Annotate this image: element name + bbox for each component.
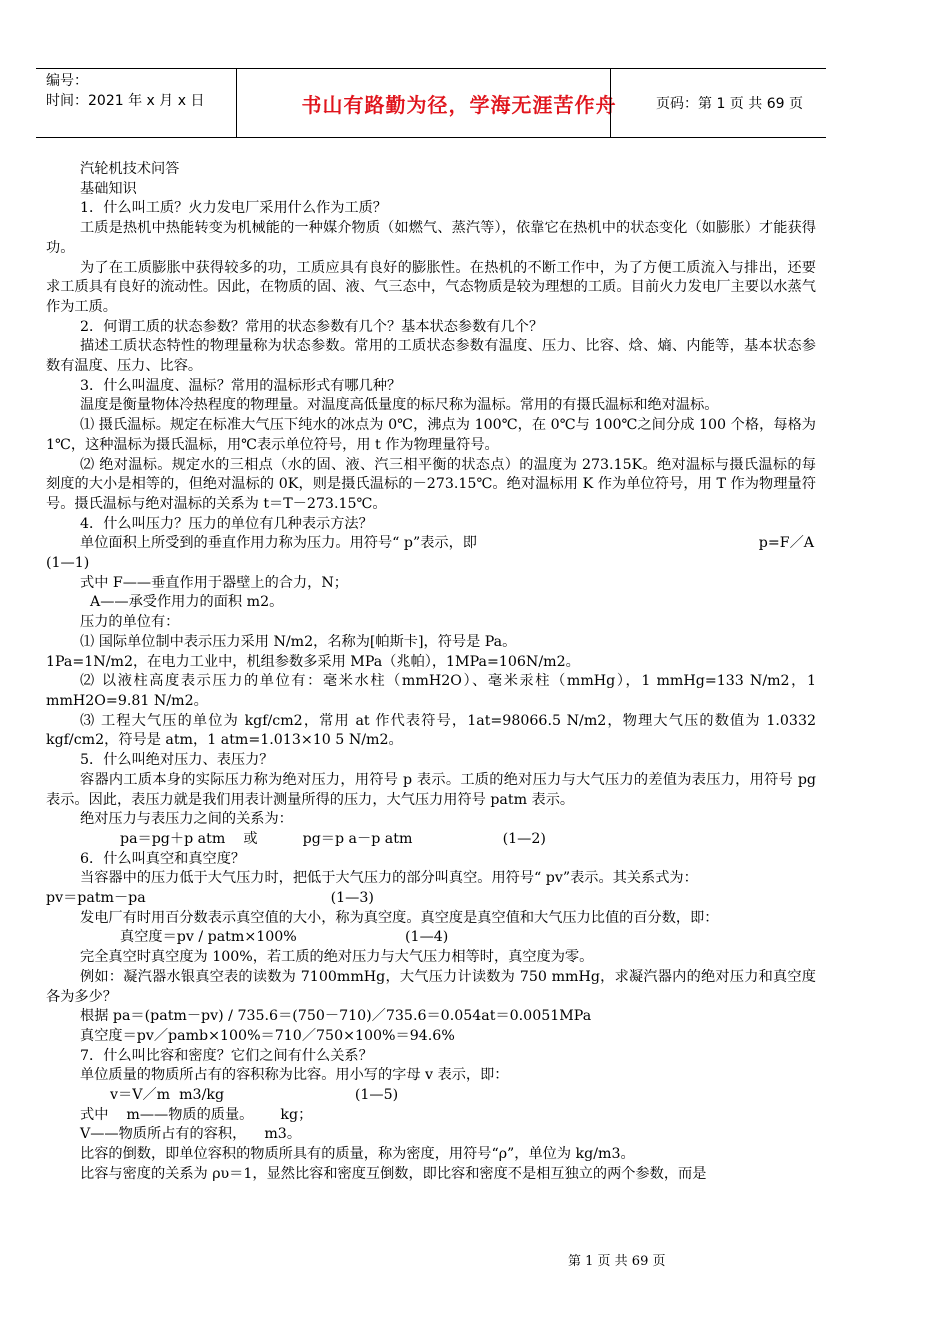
- page-footer: 第 1 页 共 69 页: [568, 1254, 666, 1269]
- paragraph: 1Pa=1N/m2，在电力工业中，机组参数多采用 MPa（兆帕），1MPa=106N/m2。: [46, 653, 580, 670]
- question-6: 6．什么叫真空和真空度？: [80, 850, 246, 867]
- paragraph: 容器内工质本身的实际压力称为绝对压力，用符号 p 表示。工质的绝对压力与大气压力的差值为表压力，用符号 pg 表示。因此，表压力就是我们用表计测量所得的压力，大气压力用符号 patm 表示。: [46, 771, 816, 808]
- question-4: 4．什么叫压力？压力的单位有几种表示方法？: [80, 515, 373, 532]
- document-title: 汽轮机技术问答: [80, 161, 180, 177]
- paragraph: 发电厂有时用百分数表示真空值的大小，称为真空度。真空度是真空值和大气压力比值的百分数，即：: [80, 909, 719, 926]
- document-time-label: 时间：2021 年 x 月 x 日: [46, 93, 205, 109]
- paragraph: ⑴ 摄氏温标。规定在标准大气压下纯水的冰点为 0℃，沸点为 100℃，在 0℃与 100℃之间分成 100 个格，每格为 1℃，这种温标为摄氏温标，用℃表示单位符号，用 t 作为物理量符号。: [46, 417, 816, 453]
- paragraph: 式中 F——垂直作用于器壁上的合力，N；: [80, 574, 348, 591]
- paragraph: 当容器中的压力低于大气压力时，把低于大气压力的部分叫真空。用符号“ pv”表示。其关系式为：: [80, 870, 698, 887]
- paragraph: ⑴ 国际单位制中表示压力采用 N/m2，名称为[帕斯卡]，符号是 Pa。: [80, 633, 517, 650]
- header-divider-right: [610, 69, 611, 137]
- question-1: 1．什么叫工质？火力发电厂采用什么作为工质？: [80, 200, 387, 217]
- paragraph: 绝对压力与表压力之间的关系为：: [80, 811, 293, 828]
- paragraph: 比容与密度的关系为 ρυ＝1，显然比容和密度互倒数，即比容和密度不是相互独立的两个参数，而是: [80, 1165, 707, 1182]
- header-page-label: 页码：第 1 页 共 69 页: [656, 96, 803, 112]
- header-meta: [46, 71, 204, 111]
- question-3: 3．什么叫温度、温标？常用的温标形式有哪几种？: [80, 377, 402, 394]
- paragraph: 描述工质状态特性的物理量称为状态参数。常用的工质状态参数有温度、压力、比容、焓、熵、内能等，基本状态参数有温度、压力、比容。: [46, 338, 816, 375]
- header-motto: 书山有路勤为径，学海无涯苦作舟: [301, 92, 617, 117]
- formula: p=F／A: [758, 535, 814, 552]
- formula: 真空度＝pv / patm×100% (1—4): [120, 929, 449, 946]
- paragraph: 压力的单位有：: [80, 614, 180, 631]
- paragraph-text: 单位面积上所受到的垂直作用力称为压力。用符号“ p”表示，即: [80, 535, 477, 552]
- question-5: 5．什么叫绝对压力、表压力？: [80, 752, 274, 769]
- paragraph: A——承受作用力的面积 m2。: [90, 594, 284, 611]
- page-header: [36, 68, 826, 138]
- paragraph: ⑶ 工程大气压的单位为 kgf/cm2，常用 at 作代表符号，1at=98066.5 N/m2，物理大气压的数值为 1.0332 kgf/cm2，符号是 atm，1 atm=1.013×10 5 N/m2。: [46, 712, 816, 749]
- paragraph: 式中 m——物质的质量。 kg；: [80, 1106, 313, 1123]
- formula: pv＝patm－pa (1—3): [46, 890, 374, 907]
- paragraph: 真空度＝pv／pamb×100%＝710／750×100%＝94.6%: [80, 1027, 455, 1044]
- formula: pa＝pg＋p atm 或 pg＝p a－p atm (1—2): [120, 830, 546, 847]
- paragraph: 温度是衡量物体冷热程度的物理量。对温度高低量度的标尺称为温标。常用的有摄氏温标和绝对温标。: [80, 397, 719, 414]
- question-2: 2．何谓工质的状态参数？常用的状态参数有几个？基本状态参数有几个？: [80, 318, 544, 335]
- document-body: [46, 160, 816, 1185]
- header-divider-left: [236, 69, 237, 137]
- formula-line: [46, 534, 816, 554]
- paragraph: 工质是热机中热能转变为机械能的一种媒介物质（如燃气、蒸汽等），依靠它在热机中的状态变化（如膨胀）才能获得功。: [46, 220, 816, 256]
- paragraph: V——物质所占有的容积， m3。: [80, 1126, 302, 1143]
- question-7: 7．什么叫比容和密度？它们之间有什么关系？: [80, 1047, 373, 1064]
- paragraph: ⑵ 以液柱高度表示压力的单位有：毫米水柱（mmH2O）、毫米汞柱（mmHg），1 mmHg=133 N/m2，1 mmH2O=9.81 N/m2。: [46, 673, 816, 709]
- paragraph: 完全真空时真空度为 100%，若工质的绝对压力与大气压力相等时，真空度为零。: [80, 949, 594, 966]
- paragraph: ⑵ 绝对温标。规定水的三相点（水的固、液、汽三相平衡的状态点）的温度为 273.15K。绝对温标与摄氏温标的每刻度的大小是相等的，但绝对温标的 0K，则是摄氏温标的－273.15℃。绝对温标用 K 作为单位符号，用 T 作为物理量符号。摄氏温标与绝对温标的关系为 t＝T－273.15℃。: [46, 456, 816, 512]
- section-heading: 基础知识: [80, 180, 137, 197]
- paragraph: 单位质量的物质所占有的容积称为比容。用小写的字母 v 表示，即：: [80, 1067, 509, 1084]
- paragraph: 比容的倒数，即单位容积的物质所具有的质量，称为密度，用符号“ρ”，单位为 kg/m3。: [80, 1146, 635, 1163]
- paragraph: 为了在工质膨胀中获得较多的功，工质应具有良好的膨胀性。在热机的不断工作中，为了方便工质流入与排出，还要求工质具有良好的流动性。因此，在物质的固、液、气三态中，气态物质是较为理想的工质。目前火力发电厂主要以水蒸气作为工质。: [46, 259, 816, 315]
- document-number-label: 编号：: [46, 73, 88, 89]
- paragraph: 根据 pa＝(patm－pv) / 735.6＝(750－710)／735.6＝0.054at＝0.0051MPa: [80, 1008, 592, 1025]
- equation-number: (1—1): [46, 555, 90, 572]
- formula: v＝V／m m3/kg (1—5): [110, 1087, 399, 1104]
- paragraph: 例如：凝汽器水银真空表的读数为 7100mmHg，大气压力计读数为 750 mmHg，求凝汽器内的绝对压力和真空度各为多少？: [46, 968, 816, 1005]
